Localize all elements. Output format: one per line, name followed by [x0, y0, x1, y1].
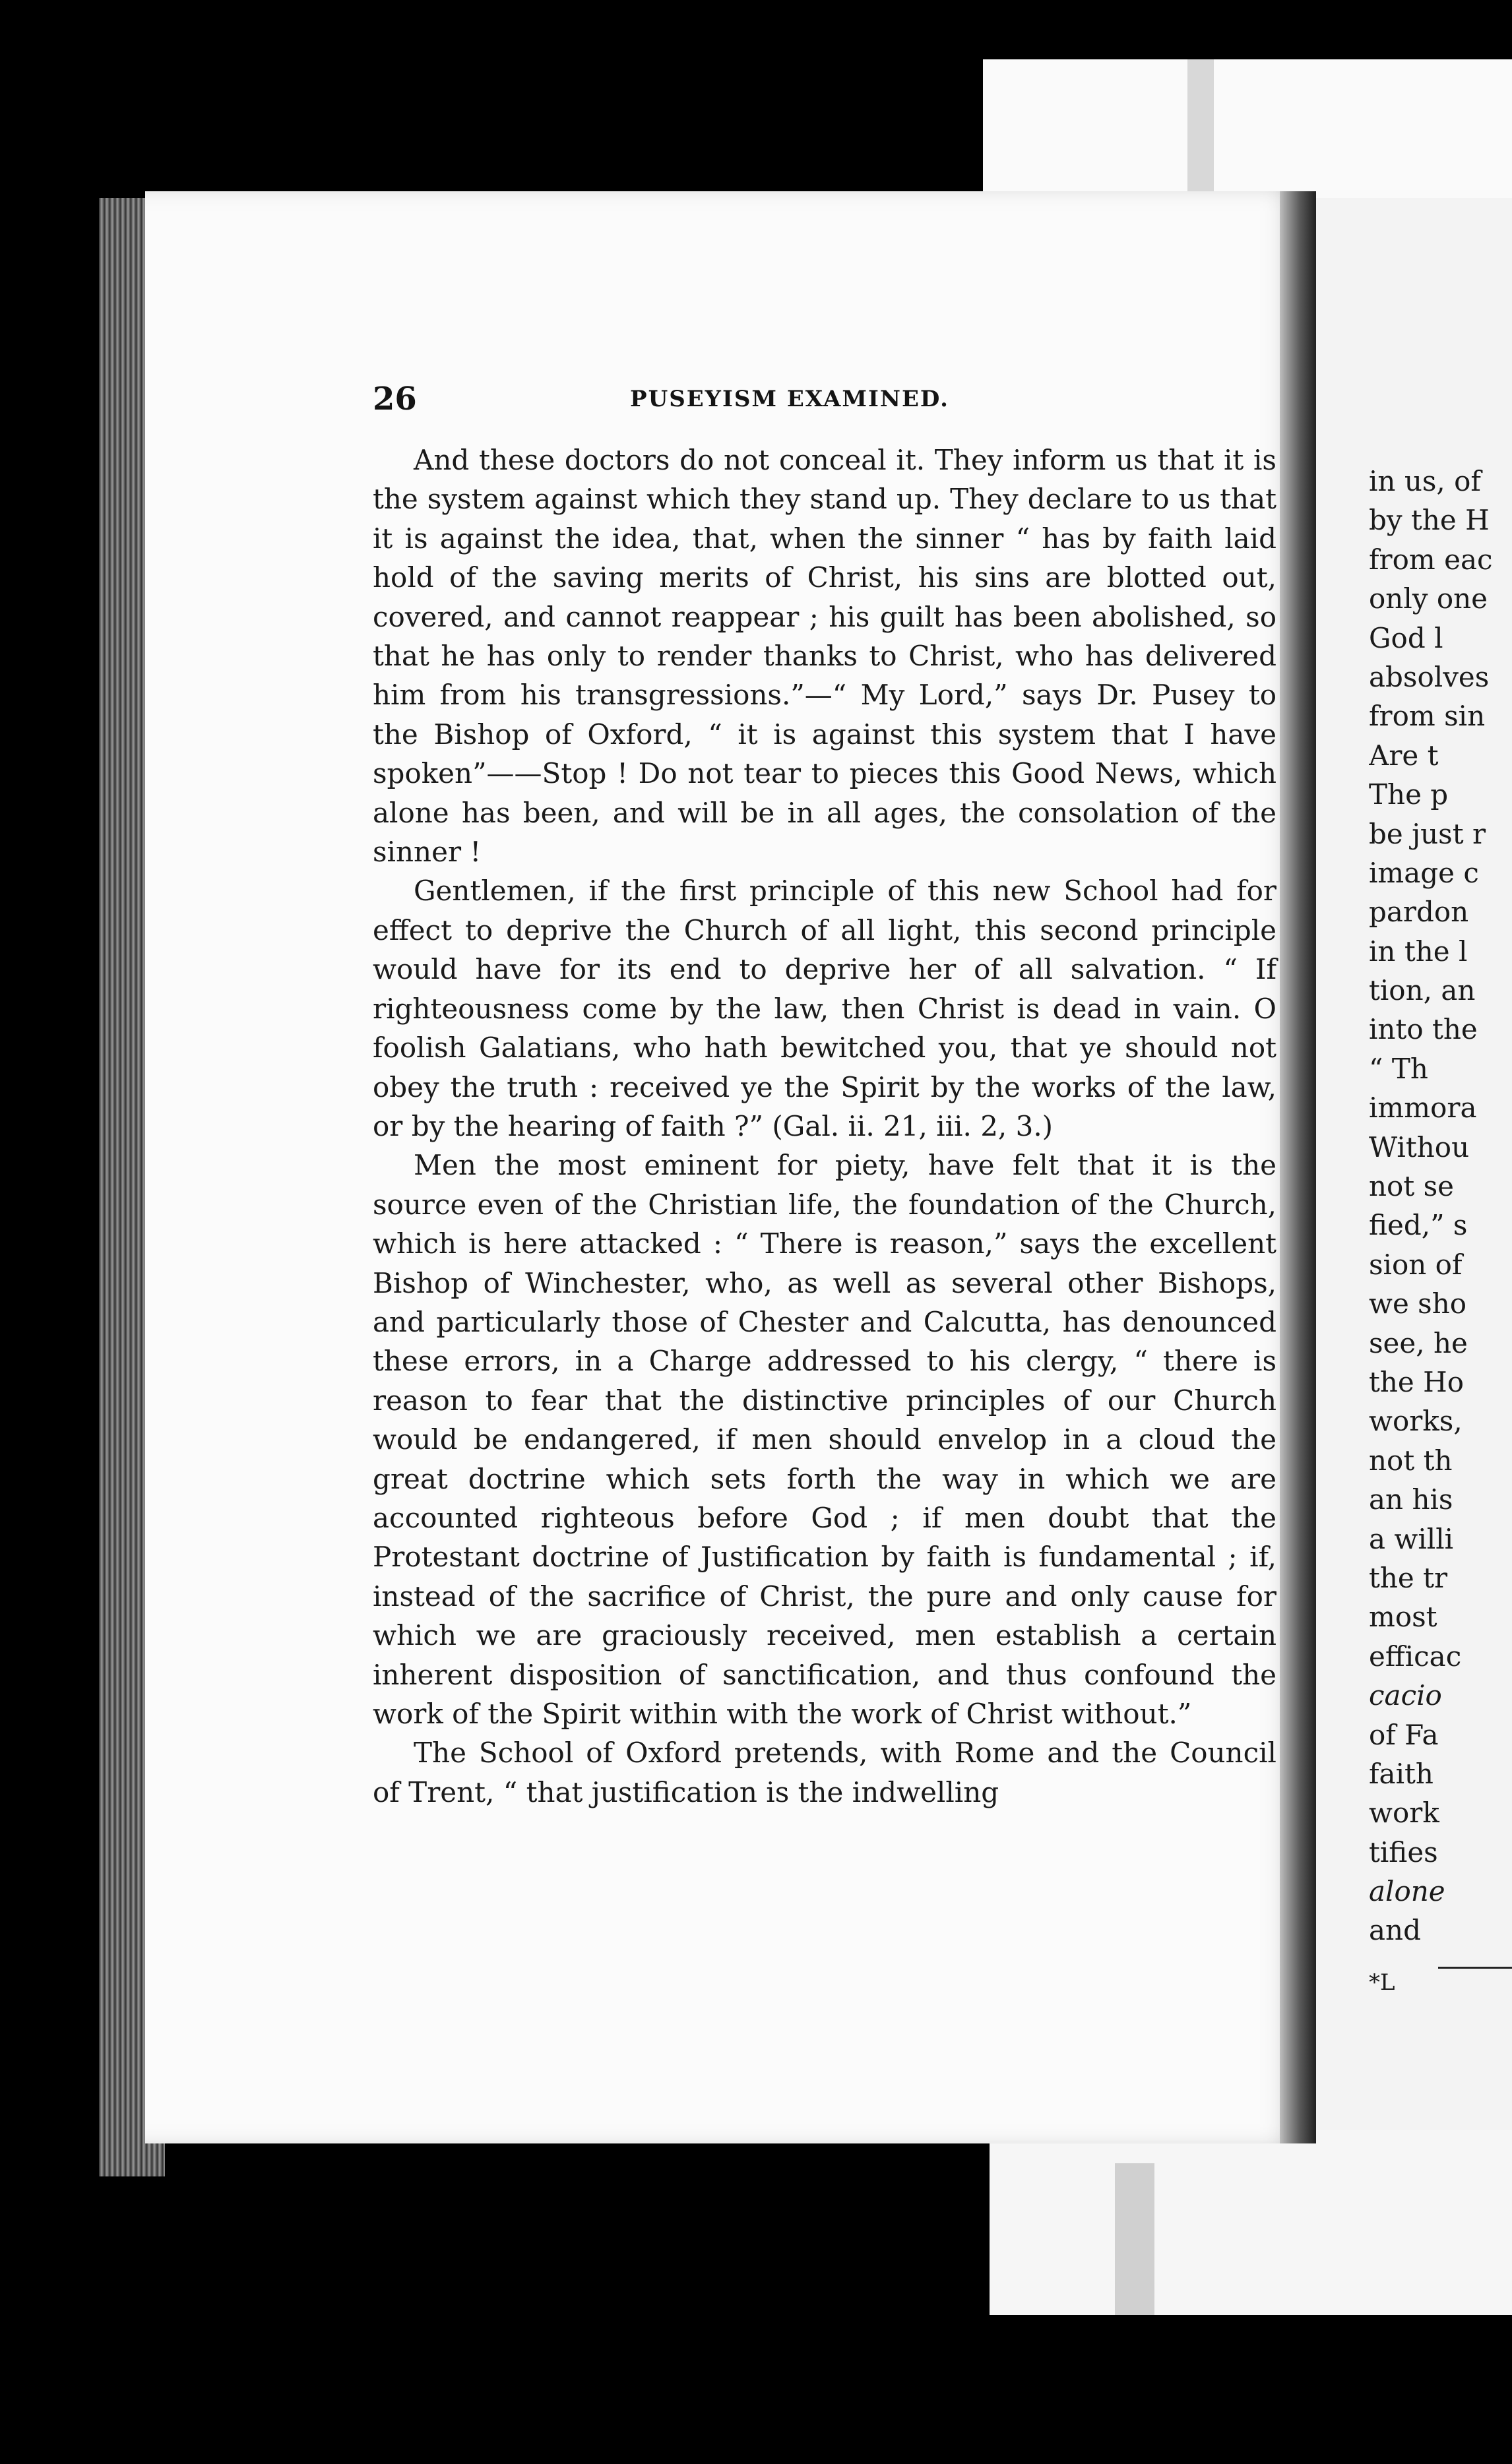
right-page-line: into the — [1369, 1013, 1478, 1046]
paragraph-1: And these doctors do not conceal it. They inform us that it is the system against which they stand up. They declare to us that it is against the idea, that, when the sinner “ has by faith laid hold of the saving merits of Christ, his sins are blotted out, covered, and cannot reappear ; his guilt has been abolished, so that he has only to render thanks to Christ, who has delivered him from his transgressions.”—“ My Lord,” says Dr. Pusey to the Bishop of Oxford, “ it is against this system that I have spoken”——Stop ! Do not tear to pieces this Good News, which alone has been, and will be in all ages, the consolation of the sinner ! — [373, 444, 1276, 869]
right-page-line: Are t — [1369, 739, 1439, 772]
right-page-line: immora — [1369, 1092, 1477, 1124]
right-page-line: in us, of — [1369, 465, 1481, 497]
paragraph-4: The School of Oxford pretends, with Rome and the Council of Trent, “ that justification is the indwelling — [373, 1737, 1276, 1808]
right-page-line: works, — [1369, 1405, 1463, 1438]
page-number: 26 — [373, 381, 417, 417]
right-page-line: faith — [1369, 1757, 1433, 1790]
body-text — [373, 441, 1276, 1812]
right-page-line: cacio — [1369, 1679, 1442, 1712]
right-page-line: by the H — [1369, 504, 1490, 537]
right-page-line: from eac — [1369, 543, 1493, 576]
paragraph-3: Men the most eminent for piety, have felt that it is the source even of the Christian life, the foundation of the Church, which is here attacked : “ There is reason,” says the excellent Bishop of Winchester, who, as well as several other Bishops, and particularly those of Chester and Calcutta, has denounced these errors, in a Charge addressed to his clergy, “ there is reason to fear that the distinctive principles of our Church would be endangered, if men should envelop in a cloud the great doctrine which sets forth the way in which we are accounted righteous before God ; if men doubt that the Protestant doctrine of Justification by faith is fundamental ; if, instead of the sacrifice of Christ, the pure and only cause for which we are graciously received, men establish a certain inherent disposition of sanctification, and thus confound the work of the Spirit within with the work of Christ without.” — [373, 1149, 1276, 1730]
right-page-line: the Ho — [1369, 1365, 1465, 1398]
right-page-line: only one — [1369, 582, 1488, 615]
right-page-line: a willi — [1369, 1522, 1454, 1555]
right-page-line: pardon — [1369, 896, 1469, 929]
right-page-line: efficac — [1369, 1640, 1462, 1673]
paragraph-2: Gentlemen, if the first principle of this new School had for effect to deprive the Church of all light, this second principle would have for its end to deprive her of all salvation. “ If righteousness come by the law, then Christ is dead in vain. O foolish Galatians, who hath bewitched you, that ye should not obey the truth : received ye the Spirit by the works of the law, or by the hearing of faith ?” (Gal. ii. 21, iii. 2, 3.) — [373, 875, 1276, 1142]
right-page-line: The p — [1369, 778, 1449, 811]
right-page-line: fied,” s — [1369, 1209, 1468, 1242]
footnote-rule — [1438, 1967, 1512, 1969]
right-page-line: tifies — [1369, 1835, 1438, 1868]
running-head: PUSEYISM EXAMINED. — [630, 386, 949, 412]
right-page-line: image c — [1369, 856, 1479, 889]
right-page-line: absolves — [1369, 660, 1490, 693]
right-page-line: sion of — [1369, 1248, 1463, 1281]
right-page-line: not th — [1369, 1444, 1453, 1477]
paper-tab-top-fold — [1187, 59, 1214, 191]
right-page-line: most — [1369, 1601, 1437, 1634]
right-page-line: *L — [1369, 1969, 1395, 1996]
right-page-line: of Fa — [1369, 1718, 1439, 1751]
paper-tab-bottom-fold — [1115, 2163, 1154, 2315]
right-page-line: tion, an — [1369, 974, 1476, 1007]
right-page-line: God l — [1369, 621, 1443, 654]
right-page-line: be just r — [1369, 817, 1486, 850]
book-gutter — [1280, 191, 1316, 2143]
right-page-line: and — [1369, 1914, 1421, 1947]
right-page-line: see, he — [1369, 1326, 1468, 1359]
right-page-line: in the l — [1369, 935, 1468, 968]
page-header — [373, 373, 1211, 425]
right-page-line: the tr — [1369, 1561, 1448, 1594]
right-page-line: an his — [1369, 1483, 1453, 1516]
right-page-line: from sin — [1369, 700, 1486, 733]
right-page-line: Withou — [1369, 1130, 1470, 1163]
right-page-line: we sho — [1369, 1287, 1467, 1320]
right-page-line: “ Th — [1369, 1052, 1428, 1085]
right-page-line: work — [1369, 1797, 1439, 1830]
right-page-line: alone — [1369, 1875, 1445, 1908]
right-page-text — [1369, 462, 1512, 2002]
right-page-line: not se — [1369, 1170, 1454, 1203]
